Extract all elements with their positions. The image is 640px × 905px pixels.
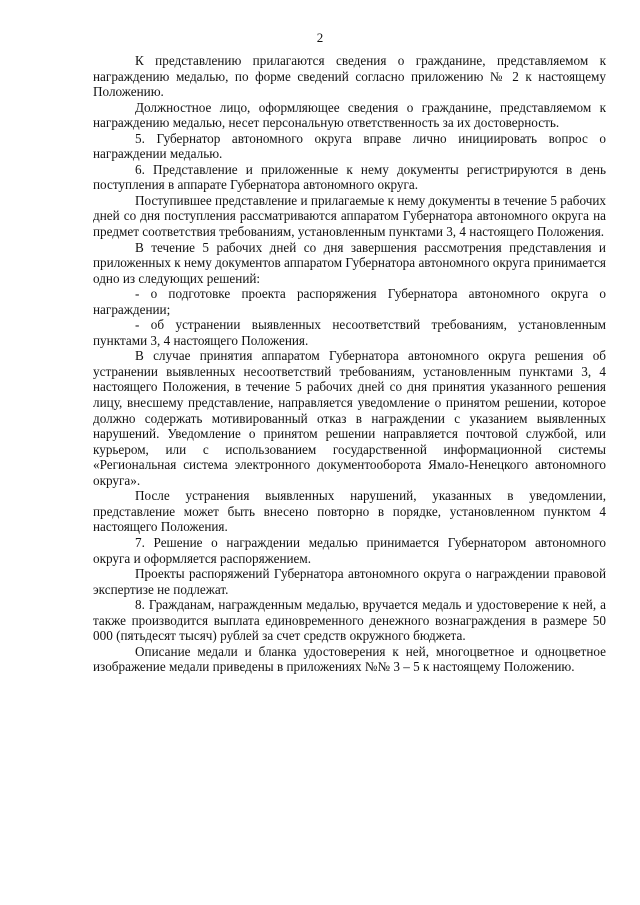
paragraph: В случае принятия аппаратом Губернатора автономного округа решения об устранении выявленных несоответствий требованиям, установленным пунктами 3, 4 настоящего Положения, в течение 5 рабочих дней со дня принятия указанного решения лицу, внесшему представление, направляется уведомление о принятом решении, которое должно содержать мотивированный отказ в награждении с указанием выявленных нарушений. Уведомление о принятом решении направляется почтовой службой, или курьером, или с использованием государственной информационной системы «Региональная система электронного документооборота Ямало-Ненецкого автономного округа». xyxy=(93,348,606,488)
list-item: - об устранении выявленных несоответствий требованиям, установленным пунктами 3, 4 настоящего Положения. xyxy=(93,317,606,348)
list-item: - о подготовке проекта распоряжения Губернатора автономного округа о награждении; xyxy=(93,286,606,317)
paragraph: После устранения выявленных нарушений, указанных в уведомлении, представление может быть внесено повторно в порядке, установленном пунктом 4 настоящего Положения. xyxy=(93,488,606,535)
paragraph: В течение 5 рабочих дней со дня завершения рассмотрения представления и приложенных к нему документов аппаратом Губернатора автономного округа принимается одно из следующих решений: xyxy=(93,239,606,286)
paragraph: 8. Гражданам, награжденным медалью, вручается медаль и удостоверение к ней, а также производится выплата единовременного денежного вознаграждения в размере 50 000 (пятьдесят тысяч) рублей за счет средств окружного бюджета. xyxy=(93,597,606,644)
paragraph: Должностное лицо, оформляющее сведения о гражданине, представляемом к награждению медалью, несет персональную ответственность за их достоверность. xyxy=(93,99,606,131)
paragraph: 6. Представление и приложенные к нему документы регистрируются в день поступления в аппарате Губернатора автономного округа. xyxy=(93,161,606,193)
paragraph: Проекты распоряжений Губернатора автономного округа о награждении правовой экспертизе не подлежат. xyxy=(93,566,606,597)
paragraph: 5. Губернатор автономного округа вправе лично инициировать вопрос о награждении медалью. xyxy=(93,130,606,162)
document-body xyxy=(93,53,606,675)
paragraph: Поступившее представление и прилагаемые к нему документы в течение 5 рабочих дней со дня поступления рассматриваются аппаратом Губернатора автономного округа на предмет соответствия требованиям, установленным пунктами 3, 4 настоящего Положения. xyxy=(93,192,606,240)
paragraph: 7. Решение о награждении медалью принимается Губернатором автономного округа и оформляется распоряжением. xyxy=(93,534,606,566)
page-number: 2 xyxy=(316,30,324,45)
paragraph: Описание медали и бланка удостоверения к ней, многоцветное и одноцветное изображение медали приведены в приложениях №№ 3 – 5 к настоящему Положению. xyxy=(93,643,606,675)
paragraph: К представлению прилагаются сведения о гражданине, представляемом к награждению медалью, по форме сведений согласно приложению № 2 к настоящему Положению. xyxy=(93,53,606,100)
